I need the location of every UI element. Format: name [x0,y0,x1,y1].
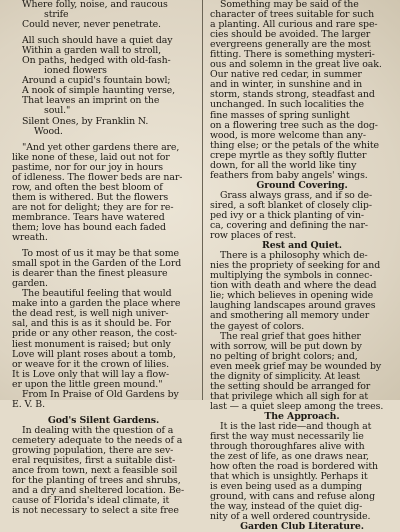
text-line: nity of a well ordered countryside. [210,511,371,523]
text-line: small spot in the Garden of the Lord [12,258,182,270]
text-line: The real grief that goes hither [220,330,361,342]
text-line: the zest of life, as one draws near, [210,451,369,463]
text-line: ped ivy or a thick planting of vin- [210,209,364,221]
text-line: sired, a soft blanket of closely clip- [210,199,372,211]
text-line: are not for delight; they are for re- [12,201,174,213]
text-line: In dealing with the question of a [22,424,174,436]
text-line: Love will plant roses about a tomb, [12,348,176,360]
text-line: Wood. [34,125,63,137]
text-line: To most of us it may be that some [22,248,179,260]
text-line: On paths, hedged with old-fash- [22,55,171,67]
text-line: the dignity of simplicity. At least [210,370,360,382]
text-line: Something may be said of the [220,0,359,10]
text-line: crepe myrtle as they softly flutter [210,149,367,161]
text-line: multiplying the symbols in connec- [210,270,373,282]
text-line: and in winter, in sunshine and in [210,79,363,91]
section-heading: Rest and Quiet. [262,240,342,252]
text-line: wreath. [12,232,48,244]
text-line: the gayest of colors. [210,320,305,332]
text-line: soul." [44,105,71,117]
text-line: laughing landscapes around graves [210,300,376,312]
text-line: no pelting of bright colors; and, [210,350,358,362]
text-line: fitting. There is something mysteri- [210,49,375,61]
text-line: fine masses of spring sunlight [210,109,350,121]
text-line: lie; which believes in opening wide [210,290,374,302]
text-line: is even being used as a dumping [210,481,362,493]
text-line: It is the last ride—and though at [220,420,372,432]
text-line: All such should have a quiet day [22,35,173,47]
text-line: pastime, nor for our joy in hours [12,161,163,173]
text-line: nies the propriety of seeking for and [210,260,381,272]
text-line: or weave for it the crown of lilies. [12,358,169,370]
text-line: them is withered. But the flowers [12,191,169,203]
text-line: Our native red cedar, in summer [210,69,362,81]
text-line: first the way must necessarily lie [210,431,364,443]
text-line: Where folly, noise, and raucous [22,0,168,10]
text-line: thing else; or the petals of the white [210,139,380,151]
text-line: sal, and this is as it should be. For [12,318,171,330]
text-line: ance from town, next a feasible soil [12,465,178,477]
text-line: A nook of simple haunting verse, [22,85,176,97]
text-line: of idleness. The flower beds are nar- [12,171,183,183]
text-line: and a dry and sheltered location. Be- [12,485,185,497]
text-line: ground, with cans and refuse along [210,491,375,503]
text-line: That leaves an imprint on the [22,95,160,107]
text-line: with sorrow, will be put down by [210,340,362,352]
text-line: character of trees suitable for such [210,9,375,21]
text-line: The beautiful feeling that would [22,288,172,300]
text-line: cies should be avoided. The larger [210,29,371,41]
text-line: storm, stands strong, steadfast and [210,89,375,101]
text-line: make into a garden the place where [12,298,181,310]
text-line: last — a quiet sleep among the trees. [210,400,384,412]
text-line: Within a garden wall to stroll, [22,45,162,57]
text-line: tion with death and where the dead [210,280,377,292]
text-line: membrance. Tears have watered [12,211,165,223]
text-line: ioned flowers [44,65,107,77]
text-line: how often the road is bordered with [210,461,378,473]
text-line: There is a philosophy which de- [220,250,368,262]
text-line: the setting should be arranged for [210,380,371,392]
text-line: ous and solemn in the great live oak. [210,59,382,71]
text-line: Around a cupid's fountain bowl; [22,75,171,87]
text-line: evergreens generally are the most [210,39,371,51]
section-heading: Garden Club Literature. [240,521,364,532]
left-column [12,0,195,517]
text-line: pride or any other reason, the cost- [12,328,177,340]
column-rule [202,0,203,400]
text-line: row, and often the best bloom of [12,181,163,193]
text-line: strife [44,9,69,21]
text-line: the way, instead of the quiet dig- [210,501,363,513]
section-heading: God's Silent Gardens. [47,414,160,426]
text-line: and smothering all memory under [210,310,370,322]
section-heading: The Approach. [264,410,340,422]
text-line: the dead rest, is well nigh univer- [12,308,169,320]
text-line: is not necessary to select a site free [12,505,179,517]
text-line: "And yet other gardens there are, [22,141,180,153]
right-column [210,0,394,532]
text-line: liest monument is raised; but only [12,338,171,350]
text-line: for the planting of trees and shrubs, [12,475,181,487]
text-line: unchanged. In such localities the [210,99,364,111]
text-line: is dearer than the finest pleasure [12,268,168,280]
text-line: on a flowering tree such as the dog- [210,119,378,131]
text-line: ca, covering and defining the nar- [210,220,368,232]
text-line: a planting. All curious and rare spe- [210,19,378,31]
text-line: feathers from baby angels' wings. [210,169,368,181]
text-line: growing population, there are sev- [12,444,174,456]
text-line: down, for all the world like tiny [210,159,357,171]
text-line: It is Love only that will lay a flow- [12,368,170,380]
text-line: er upon the little green mound." [12,378,163,390]
text-line: cemetery adequate to the needs of a [12,434,183,446]
text-line: through thoroughfares alive with [210,441,365,453]
text-line: that privilege which all sigh for at [210,390,369,402]
text-line: wood, is more welcome than any- [210,129,366,141]
text-line: cause of Florida's ideal climate, it [12,495,170,507]
text-line: that which is unsightly. Perhaps it [210,471,368,483]
text-line: Could never, never penetrate. [22,19,161,31]
text-line: Silent Ones, by Franklin N. [22,115,149,127]
text-line: like none of these, laid out not for [12,151,170,163]
text-line: garden. [12,278,48,290]
text-line: them; love has bound each faded [12,221,166,233]
section-heading: Ground Covering. [256,179,348,191]
text-line: eral requisites, first a suitable dist- [12,455,176,467]
text-line: even meek grief may be wounded by [210,360,382,372]
text-line: Grass always grass, and if so de- [220,189,373,201]
text-line: row places of rest. [210,230,297,242]
text-line: From In Praise of Old Gardens by [22,388,179,400]
text-line: E. V. B. [12,398,45,410]
